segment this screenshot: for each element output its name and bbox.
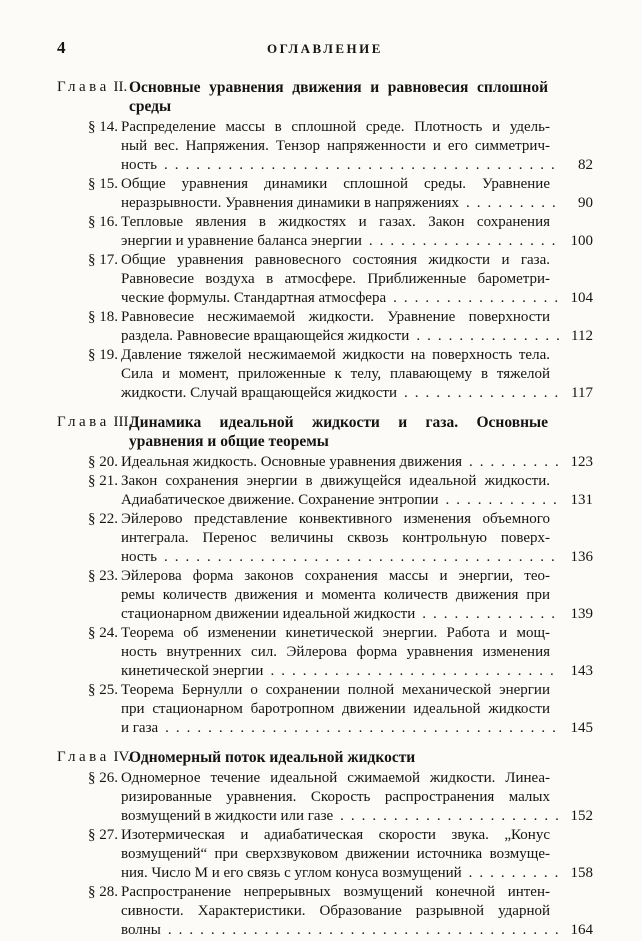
toc-chapter [57,413,593,738]
entry-line: Эйлерово представление конвективного изменения объемного [121,511,550,527]
entry-text: ния. Число М и его связь с углом конуса возмущений [121,865,462,881]
chapter-label [57,413,132,432]
entry-page-number: 104 [570,290,593,306]
entry-line [121,384,593,403]
entry-text: ческие формулы. Стандартная атмосфера [121,290,387,306]
dot-leader [270,662,561,681]
entry-page-number: 131 [570,492,593,508]
entry-line [121,605,593,624]
entry-page-number: 117 [571,385,593,401]
entry-page-number: 139 [570,606,593,622]
entry-line: ность внутренних сил. Эйлерова форма уравнения изменения [121,644,550,660]
dot-leader [404,384,561,403]
entry-line: Распространение непрерывных возмущений конечной интен- [121,884,550,900]
entry-line: Теорема Бернулли о сохранении полной механической энергии [121,682,550,698]
entry-line [121,864,593,883]
entry-line [121,194,593,213]
toc-chapter [57,748,593,940]
chapter-label-word: Глава [57,414,110,430]
entry-lines [121,769,593,826]
entry-paragraph-number: § 19. [88,347,118,363]
entry-text: возмущений в жидкости или газе [121,808,334,824]
entry-line: Общие уравнения равновесного состояния жидкости и газа. [121,252,550,268]
entry-lines [121,213,593,251]
toc-entry [57,883,593,940]
chapter-label-word: Глава [57,749,110,765]
entry-line [121,491,593,510]
dot-leader [469,453,561,472]
entry-lines [121,346,593,403]
entry-paragraph-number: § 25. [88,682,118,698]
dot-leader [340,807,561,826]
entry-paragraph-number: § 14. [88,119,118,135]
entry-page-number: 152 [570,808,593,824]
entry-text: волны [121,922,161,938]
entry-lines [121,883,593,940]
entry-paragraph-number: § 16. [88,214,118,230]
chapter-title-line: уравнения и общие теоремы [129,433,329,450]
entry-line [121,921,593,940]
entry-paragraph-number: § 28. [88,884,118,900]
entry-page-number: 145 [570,720,593,736]
dot-leader [466,194,561,213]
chapter-title-line: Динамика идеальной жидкости и газа. Основные [129,414,548,431]
entry-line: ризированные уравнения. Скорость распространения малых [121,789,550,805]
entry-line: Тепловые явления в жидкостях и газах. Закон сохранения [121,214,550,230]
dot-leader [369,232,561,251]
toc-entry [57,213,593,251]
entry-line: Изотермическая и адиабатическая скорости звука. „Конус [121,827,550,843]
dot-leader [168,921,561,940]
toc-entry [57,510,593,567]
entry-paragraph-number: § 17. [88,252,118,268]
entry-lines [121,118,593,175]
dot-leader [393,289,561,308]
entry-line: ремы количеств движения и момента количеств движения при [121,587,550,603]
page-header [57,38,593,58]
entry-page-number: 123 [570,454,593,470]
entry-lines [121,308,593,346]
entry-line: Распределение массы в сплошной среде. Плотность и удель- [121,119,550,135]
entry-text: Идеальная жидкость. Основные уравнения движения [121,454,462,470]
entry-paragraph-number: § 22. [88,511,118,527]
entry-line: Закон сохранения энергии в движущейся идеальной жидкости. [121,473,550,489]
entry-lines [121,624,593,681]
chapter-entries [57,118,593,403]
chapter-title-line: среды [129,98,172,115]
toc-entry [57,624,593,681]
entry-text: ность [121,157,157,173]
entry-line: Теорема об изменении кинетической энергии. Работа и мощ- [121,625,550,641]
entry-line [121,327,593,346]
entry-text: стационарном движении идеальной жидкости [121,606,416,622]
entry-page-number: 158 [570,865,593,881]
toc-entry [57,251,593,308]
entry-line [121,156,593,175]
toc-chapter [57,78,593,403]
entry-line [121,289,593,308]
chapter-label-number: II. [113,79,128,95]
entry-paragraph-number: § 21. [88,473,118,489]
chapter-entries [57,453,593,738]
chapter-heading [57,78,593,116]
toc-entry [57,826,593,883]
entry-page-number: 100 [570,233,593,249]
entry-text: кинетической энергии [121,663,264,679]
entry-text: ность [121,549,157,565]
entry-line: интеграла. Перенос величины сквозь контрольную поверх- [121,530,550,546]
entry-line: Давление тяжелой несжимаемой жидкости на поверхность тела. [121,347,550,363]
page-number: 4 [57,38,66,57]
toc-entry [57,769,593,826]
chapter-heading [57,748,593,767]
entry-paragraph-number: § 27. [88,827,118,843]
entry-line: Эйлерова форма законов сохранения массы и энергии, тео- [121,568,550,584]
toc-entry [57,472,593,510]
entry-text: раздела. Равновесие вращающейся жидкости [121,328,410,344]
entry-page-number: 136 [570,549,593,565]
dot-leader [165,719,561,738]
entry-text: Адиабатическое движение. Сохранение энтропии [121,492,439,508]
toc-entry [57,453,593,472]
entry-line: Равновесие воздуха в атмосфере. Приближенные барометри- [121,271,550,287]
chapter-title-line: Одномерный поток идеальной жидкости [129,749,416,766]
entry-text: неразрывности. Уравнения динамики в напряжениях [121,195,459,211]
entry-paragraph-number: § 23. [88,568,118,584]
chapter-label [57,78,127,97]
dot-leader [445,491,561,510]
entry-page-number: 112 [571,328,593,344]
entry-lines [121,681,593,738]
toc-entry [57,681,593,738]
entry-page-number: 90 [578,195,593,211]
dot-leader [164,548,561,567]
entry-line: Общие уравнения динамики сплошной среды. Уравнение [121,176,550,192]
toc-entry [57,308,593,346]
entry-lines [121,251,593,308]
entry-lines [121,453,593,472]
entry-paragraph-number: § 24. [88,625,118,641]
chapter-entries [57,769,593,940]
entry-paragraph-number: § 20. [88,454,118,470]
dot-leader [469,864,561,883]
toc-entry [57,175,593,213]
entry-line: сивности. Характеристики. Образование разрывной ударной [121,903,550,919]
entry-text: и газа [121,720,159,736]
entry-page-number: 82 [578,157,593,173]
entry-page-number: 164 [570,922,593,938]
toc-body [57,78,593,940]
entry-line: Одномерное течение идеальной сжимаемой жидкости. Линеа- [121,770,550,786]
entry-line: возмущений“ при сверхзвуковом движении источника возмуще- [121,846,550,862]
entry-line [121,232,593,251]
entry-line: ный вес. Напряжения. Тензор напряженности и его симметрич- [121,138,550,154]
chapter-label-number: III. [113,414,133,430]
entry-line: при стационарном баротропном движении идеальной жидкости [121,701,550,717]
dot-leader [422,605,561,624]
entry-line [121,548,593,567]
chapter-title-line: Основные уравнения движения и равновесия сплошной [129,79,548,96]
entry-text: жидкости. Случай вращающейся жидкости [121,385,397,401]
entry-line [121,453,593,472]
entry-paragraph-number: § 15. [88,176,118,192]
chapter-label [57,748,131,767]
entry-line [121,719,593,738]
toc-entry [57,346,593,403]
entry-lines [121,567,593,624]
entry-paragraph-number: § 26. [88,770,118,786]
entry-line [121,807,593,826]
dot-leader [164,156,561,175]
entry-line: Равновесие несжимаемой жидкости. Уравнение поверхности [121,309,550,325]
entry-line: Сила и момент, приложенные к телу, плавающему в тяжелой [121,366,550,382]
chapter-label-word: Глава [57,79,110,95]
entry-lines [121,826,593,883]
chapter-label-number: IV. [113,749,132,765]
entry-line [121,662,593,681]
entry-lines [121,472,593,510]
entry-lines [121,175,593,213]
entry-lines [121,510,593,567]
toc-entry [57,567,593,624]
toc-entry [57,118,593,175]
dot-leader [416,327,561,346]
entry-paragraph-number: § 18. [88,309,118,325]
entry-page-number: 143 [570,663,593,679]
chapter-heading [57,413,593,451]
page-title: ОГЛАВЛЕНИЕ [267,41,383,56]
entry-text: энергии и уравнение баланса энергии [121,233,362,249]
